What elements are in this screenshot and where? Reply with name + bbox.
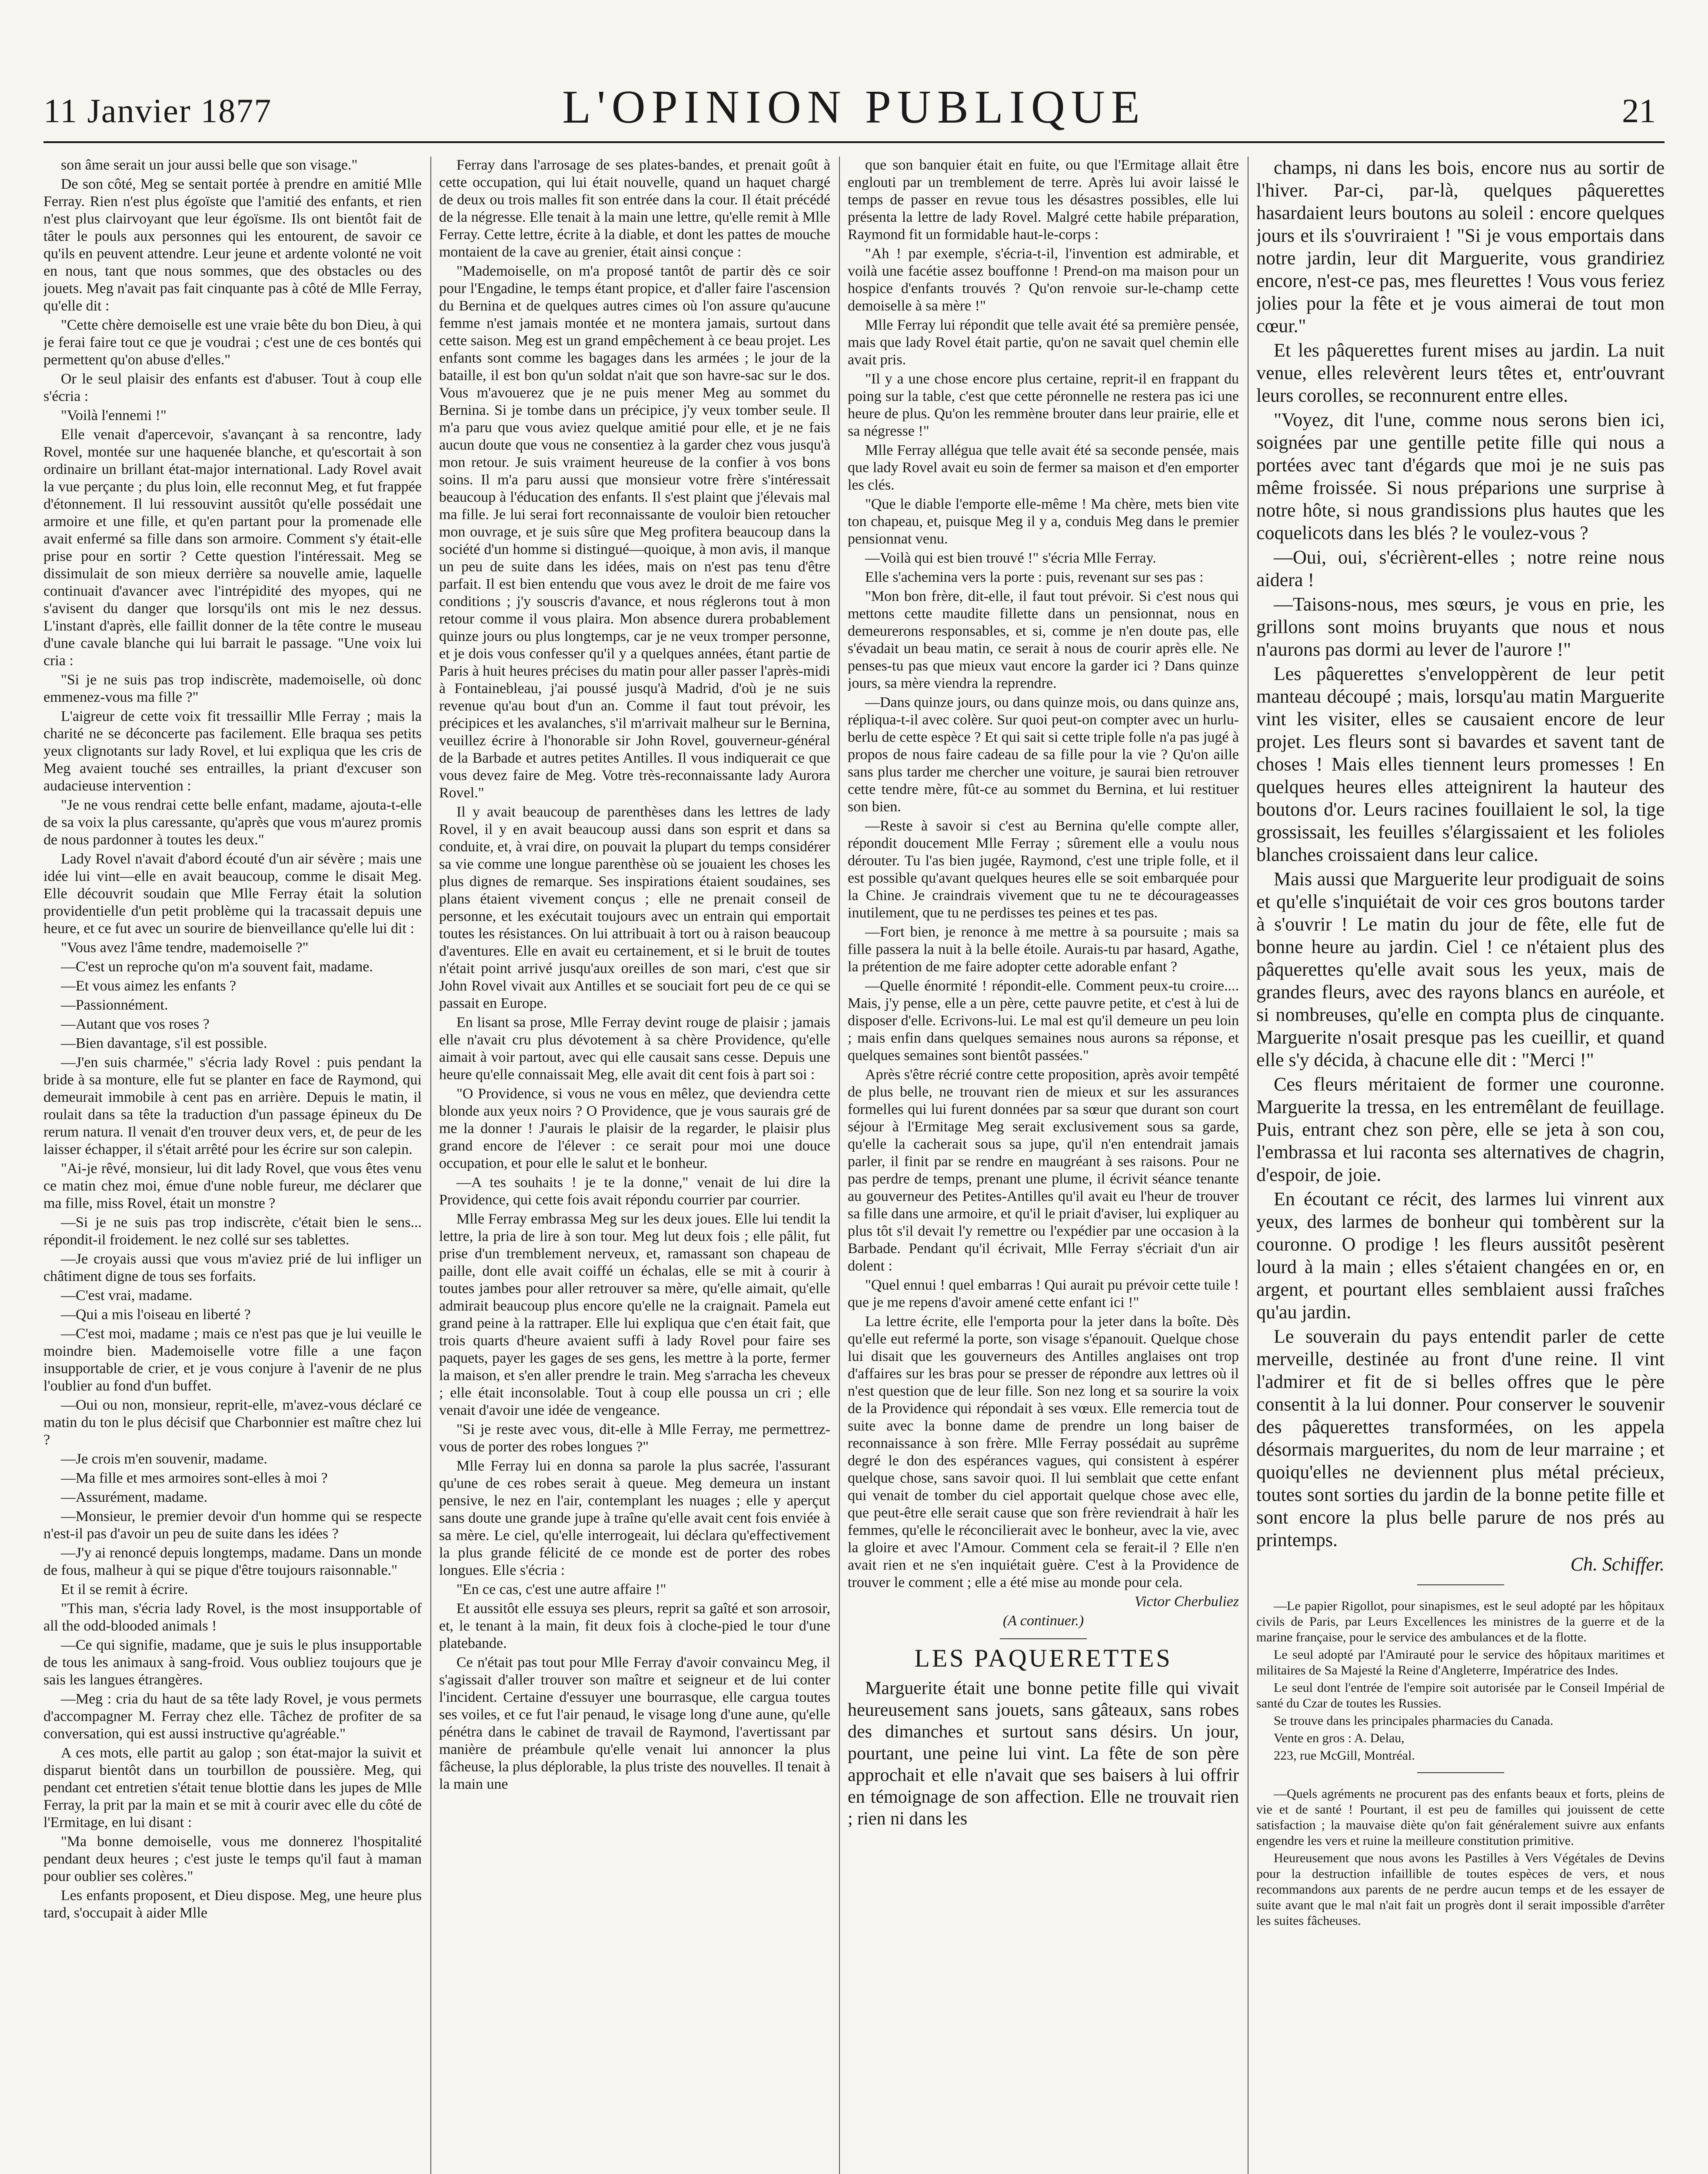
ad-paragraph: —Quels agréments ne procurent pas des enfants beaux et forts, pleins de vie et de santé ! Pourtant, il est peu de familles qui jouissent de cette satisfaction ; la mauvaise diète qu'on fait généralement suivre aux enfants engendre les vers et ruine la meilleure constitution primitive. bbox=[1256, 1787, 1665, 1848]
issue-date: 11 Janvier 1877 bbox=[43, 92, 272, 130]
article-paragraph: —Si je ne suis pas trop indiscrète, c'était bien le sens... répondit-il froidement. le nez collé sur ses tablettes. bbox=[43, 1214, 422, 1248]
article-paragraph: "Il y a une chose encore plus certaine, reprit-il en frappant du poing sur la table, c'est que cette péronnelle ne restera pas ici une heure de plus. Qu'on les remmène brouter dans leur prairie, elle et sa négresse !" bbox=[848, 371, 1239, 439]
article-paragraph: "Mademoiselle, on m'a proposé tantôt de partir dès ce soir pour l'Engadine, le temps étant propice, et d'aller faire l'ascension du Bernina et de quelques autres cimes où l'on assure qu'aucune femme n'est jamais montée et ne montera jamais, surtout dans cette saison. Meg est un grand empêchement à ce beau projet. Les enfants sont comme les bagages dans les armées ; le jour de la bataille, il est bon qu'un soldat n'ait que son havre-sac sur le dos. Vous m'avouerez que je ne puis mener Meg au sommet du Bernina. Si je tombe dans un précipice, j'y veux tomber seule. Il m'a paru que vous aviez quelque amitié pour elle, et je ne fais aucun doute que vous ne consentiez à la garder chez vous jusqu'à mon retour. Je suis vraiment heureuse de la confier à vos bons soins. Il m'a paru aussi que monsieur votre frère s'intéressait beaucoup à l'éducation des enfants. Il s'est plaint que j'élevais mal ma fille. Je lui serai fort reconnaissante de vouloir bien retoucher mon ouvrage, et je suis sûre que Meg profitera beaucoup dans la société d'un homme si distingué—quoique, à mon avis, il manque un peu de suite dans les idées, mais on n'est pas tenu d'être parfait. Il est bien entendu que vous avez le droit de me faire vos conditions ; j'y souscris d'avance, et nous réglerons tout à mon retour comme il vous plaira. Mon absence durera probablement quinze jours ou plus longtemps, car je ne veux tromper personne, et je dois vous confesser qu'il y a quelques années, étant partie de Paris à huit heures précises du matin pour aller passer l'après-midi à Fontainebleau, j'ai poussé jusqu'à Madrid, d'où je ne suis revenue qu'au bout d'un an. Comme il faut tout prévoir, les précipices et les avalanches, s'il m'arrivait malheur sur le Bernina, veuillez écrire à l'honorable sir John Rovel, gouverneur-général de la Barbade et autres petites Antilles. Il vous indiquerait ce que vous devez faire de Meg. Votre très-reconnaissante lady Aurora Rovel." bbox=[439, 263, 830, 801]
article-paragraph: Lady Rovel n'avait d'abord écouté d'un air sévère ; mais une idée lui vint—elle en avait beaucoup, comme le disait Meg. Elle découvrit soudain que Mlle Ferray était la solution providentielle d'un petit problème qui la tracassait depuis une heure, et ce fut avec un sourire de bienveillance qu'elle lui dit : bbox=[43, 851, 422, 937]
article-paragraph: "Que le diable l'emporte elle-même ! Ma chère, mets bien vite ton chapeau, et, puisque Meg il y a, conduis Meg dans le premier pensionnat venu. bbox=[848, 496, 1239, 547]
article-paragraph: son âme serait un jour aussi belle que son visage." bbox=[61, 157, 358, 173]
article-paragraph: En lisant sa prose, Mlle Ferray devint rouge de plaisir ; jamais elle n'avait cru plus dévotement à sa chère Providence, qu'elle aimait à voir partout, avec qui elle causait sans cesse. Depuis une heure qu'elle connaissait Meg, elle avait dit cent fois à part soi : bbox=[439, 1014, 830, 1083]
article-paragraph: —Bien davantage, s'il est possible. bbox=[61, 1035, 267, 1051]
story-paragraph: Ces fleurs méritaient de former une couronne. Marguerite la tressa, en les entremêlant de feuillage. Puis, entrant chez son père, elle se jeta à son cou, l'embrassa et lui raconta ses alternatives de chagrin, d'espoir, de joie. bbox=[1256, 1074, 1665, 1185]
article-paragraph: que son banquier était en fuite, ou que l'Ermitage allait être englouti par un tremblement de terre. Après lui avoir laissé le temps de passer en revue tous les désastres possibles, elle lui présenta la lettre de lady Rovel. Malgré cette habile préparation, Raymond fit un formidable haut-le-corps : bbox=[848, 157, 1239, 243]
article-paragraph: "Vous avez l'âme tendre, mademoiselle ?" bbox=[61, 940, 309, 956]
article-paragraph: Après s'être récrié contre cette proposition, après avoir tempêté de plus belle, ne trouvant rien de mieux et sur les assurances formelles qui lui furent données par sa sœur que durant son court séjour à l'Ermitage Meg serait exclusivement sous sa garde, qu'elle la cacherait sous sa jupe, qu'il n'en entendrait jamais parler, il finit par se rendre en maugréant à ses raisons. Pour ne pas perdre de temps, prenant une plume, il écrivit séance tenante au gouverneur des Petites-Antilles qu'il avait eu l'heur de trouver sa fille dans une armoire, et qu'il le priait d'aviser, lui expliquer au plus tôt s'il devait l'y remettre ou l'expédier par une occasion à la Barbade. Pendant qu'il écrivait, Mlle Ferray s'écriait d'un air dolent : bbox=[848, 1067, 1239, 1274]
article-paragraph: "Mon bon frère, dit-elle, il faut tout prévoir. Si c'est nous qui mettons cette maudite fillette dans un pensionnat, nous en demeurerons responsables, et si, comme je n'en doute pas, elle s'évadait un beau matin, ce serait à nous de courir après elle. Ne penses-tu pas que mieux vaut encore la garder ici ? Dans quinze jours, sa mère viendra la reprendre. bbox=[848, 588, 1239, 691]
column-1 bbox=[43, 157, 422, 2174]
article-paragraph: Or le seul plaisir des enfants est d'abuser. Tout à coup elle s'écria : bbox=[43, 371, 422, 404]
article-paragraph: "O Providence, si vous ne vous en mêlez, que deviendra cette blonde aux yeux noirs ? O Providence, que je vous saurais gré de me la donner ! J'aurais le plaisir de la regarder, le plaisir plus grand encore de l'élever : ce serait pour moi une douce occupation, et pour elle le salut et le bonheur. bbox=[439, 1086, 830, 1171]
article-paragraph: "Je ne vous rendrai cette belle enfant, madame, ajouta-t-elle de sa voix la plus caressante, qu'après que vous m'aurez promis de nous pardonner à toutes les deux." bbox=[43, 797, 422, 848]
article-paragraph: —Passionnément. bbox=[61, 997, 168, 1013]
article-paragraph: —J'en suis charmée," s'écria lady Rovel : puis pendant la bride à sa monture, elle fut se planter en face de Raymond, qui demeurait immobile à cent pas en arrière. Depuis le matin, il roulait dans sa tête la traduction d'un passage épineux du De rerum natura. Il venait d'en trouver deux vers, et, de peur de les laisser échapper, il s'était arrêté pour les écrire sur son calepin. bbox=[43, 1054, 422, 1157]
advertisement-pastilles bbox=[1256, 1786, 1665, 1929]
article-paragraph: Les enfants proposent, et Dieu dispose. Meg, une heure plus tard, s'occupait à aider Mlle bbox=[43, 1887, 422, 1921]
story-paragraph: —Oui, oui, s'écrièrent-elles ; notre reine nous aidera ! bbox=[1256, 547, 1665, 590]
story-paragraph: "Voyez, dit l'une, comme nous serons bien ici, soignées par une gentille petite fille qui nous a portées avec tant d'égards que moi je ne suis pas même froissée. Si nous préparions une surprise à notre hôte, si nous grandissions plus hautes que les coquelicots dans les blés ? le voulez-vous ? bbox=[1256, 409, 1665, 544]
article-paragraph: —Je croyais aussi que vous m'aviez prié de lui infliger un châtiment digne de tous ses forfaits. bbox=[43, 1251, 422, 1284]
column-4 bbox=[1256, 157, 1665, 2174]
story-paragraph: Marguerite était une bonne petite fille qui vivait heureusement sans jouets, sans gâteaux, sans robes des dimanches et surtout sans désirs. Un jour, pourtant, une peine lui vint. La fête de son père approchait et elle n'avait que ses baisers à lui offrir en témoignage de son affection. Elle ne trouvait rien ; rien ni dans les bbox=[848, 1678, 1239, 1829]
story-paragraph: Les pâquerettes s'enveloppèrent de leur petit manteau découpé ; mais, lorsqu'au matin Marguerite vint les visiter, elles se causaient encore de leur projet. Les fleurs sont si bavardes et savent tant de choses ! Mais elles tiennent leurs promesses ! En quelques heures elles atteignirent la hauteur des boutons d'or. Leurs racines fouillaient le sol, la tige grossissait, les feuilles s'élargissaient et les folioles blanches croissaient dans leur calice. bbox=[1256, 663, 1665, 865]
article-paragraph: "This man, s'écria lady Rovel, is the most insupportable of all the odd-blooded animals ! bbox=[43, 1600, 422, 1634]
article-paragraph: "Cette chère demoiselle est une vraie bête du bon Dieu, à qui je ferai faire tout ce que je voudrai ; c'est une de ces bontés qui permettent qu'on abuse d'elles." bbox=[43, 317, 422, 368]
article-paragraph: —Ma fille et mes armoires sont-elles à moi ? bbox=[61, 1470, 328, 1486]
header-rule bbox=[43, 141, 1665, 143]
article-paragraph: —C'est moi, madame ; mais ce n'est pas que je lui veuille le moindre bien. Mademoiselle votre fille a une façon insupportable de crier, et je vous conjure à l'avenir de ne plus l'oublier au fond d'un buffet. bbox=[43, 1326, 422, 1394]
story-signature: Ch. Schiffer. bbox=[1570, 1554, 1665, 1575]
article-paragraph: —Fort bien, je renonce à me mettre à sa poursuite ; mais sa fille passera la nuit à la belle étoile. Aurais-tu par hasard, Agathe, la prétention de me faire adopter cette adorable enfant ? bbox=[848, 924, 1239, 975]
article-paragraph: "Ah ! par exemple, s'écria-t-il, l'invention est admirable, et voilà une facétie assez bouffonne ! Prend-on ma maison pour un hospice d'enfants trouvés ? Qu'on renvoie sur-le-champ cette demoiselle à sa mère !" bbox=[848, 246, 1239, 314]
ad-paragraph: —Le papier Rigollot, pour sinapismes, est le seul adopté par les hôpitaux civils de Paris, par Leurs Excellences les ministres de la guerre et de la marine française, pour le service des ambulances et de la flotte. bbox=[1256, 1599, 1665, 1644]
ad-paragraph: Se trouve dans les principales pharmacies du Canada. bbox=[1274, 1714, 1554, 1728]
article-paragraph: —Meg : cria du haut de sa tête lady Rovel, je vous permets d'accompagner M. Ferray chez elle. Tâchez de profiter de sa conversation, qui est aussi instructive qu'agréable." bbox=[43, 1691, 422, 1742]
article-paragraph: —Voilà qui est bien trouvé !" s'écria Mlle Ferray. bbox=[865, 550, 1156, 566]
article-paragraph: Mlle Ferray lui en donna sa parole la plus sacrée, l'assurant qu'une de ces robes serait à queue. Meg demeura un instant pensive, le nez en l'air, contemplant les nuages ; elle y aperçut sans doute une grande jupe à traîne qu'elle avait cent fois enviée à sa mère. Le ciel, qu'elle interrogeait, lui déclara qu'effectivement la plus grande félicité de ce monde est de porter des robes longues. Elle s'écria : bbox=[439, 1458, 830, 1578]
story-paragraph: —Taisons-nous, mes sœurs, je vous en prie, les grillons sont moins bruyants que nous et nous n'aurons pas dormi au lever de l'aurore !" bbox=[1256, 594, 1665, 660]
article-paragraph: "Si je reste avec vous, dit-elle à Mlle Ferray, me permettrez-vous de porter des robes longues ?" bbox=[439, 1421, 830, 1455]
article-paragraph: Et aussitôt elle essuya ses pleurs, reprit sa gaîté et son arrosoir, et, le tenant à la main, fit deux fois à cloche-pied le tour d'une platebande. bbox=[439, 1600, 830, 1651]
story-paragraph: En écoutant ce récit, des larmes lui vinrent aux yeux, des larmes de bonheur qui tombèrent sur la couronne. O prodige ! les fleurs aussitôt pesèrent lourd à la main ; elles s'étaient changées en or, en argent, et pourtant elles semblaient aussi fraîches qu'au jardin. bbox=[1256, 1188, 1665, 1323]
story-paragraph: Mais aussi que Marguerite leur prodiguait de soins et qu'elle s'inquiétait de voir ces gros boutons tarder à s'ouvrir ! Le matin du jour de fête, elle fut de bonne heure au jardin. Ciel ! ce n'étaient plus des pâquerettes qu'elle avait sous les yeux, mais de grandes fleurs, avec des rayons blancs en auréole, et si nombreuses, qu'elle en compta plus de cinquante. Marguerite n'osait presque pas les cueillir, et quand elle s'y décida, à chacune elle dit : "Merci !" bbox=[1256, 868, 1665, 1070]
article-paragraph: —Reste à savoir si c'est au Bernina qu'elle compte aller, répondit doucement Mlle Ferray ; sûrement elle a voulu nous dérouter. Tu l'as bien jugée, Raymond, c'est une triple folle, et il est possible qu'avant quelques heures elle se soit embarquée pour la Chine. Je craindrais vivement que tu ne te décourageasses inutilement, que tu ne perdisses tes peines et tes pas. bbox=[848, 818, 1239, 921]
article-paragraph: Elle venait d'apercevoir, s'avançant à sa rencontre, lady Rovel, montée sur une haquenée blanche, et qu'escortait à son ordinaire un brillant état-major international. Lady Rovel avait la vue perçante ; du plus loin, elle reconnut Meg, et fut frappée d'étonnement. Il lui ressouvint aussitôt qu'elle possédait une armoire et une fille, et qu'en partant pour la promenade elle avait enfermé sa fille dans son armoire. Comment s'y était-elle prise pour en sortir ? Cette question l'intéressait. Meg se dissimulait de son mieux derrière sa nouvelle amie, laquelle continuait d'avancer avec l'intrépidité des myopes, qui ne s'avisent du danger que lorsqu'ils ont mis le nez dessus. L'instant d'après, elle faillit donner de la tête contre le museau d'une cavale blanche qui lui barrait le passage. "Une voix lui cria : bbox=[43, 427, 422, 669]
article-paragraph: Mlle Ferray lui répondit que telle avait été sa première pensée, mais que lady Rovel était partie, qu'on ne savait quel chemin elle avait pris. bbox=[848, 317, 1239, 368]
article-paragraph: A ces mots, elle partit au galop ; son état-major la suivit et disparut bientôt dans un tourbillon de poussière. Meg, qui pendant cet entretien s'était tenue blottie dans les jupes de Mlle Ferray, la prit par la main et se mit à courir avec elle du côté de l'Ermitage, en lui disant : bbox=[43, 1745, 422, 1831]
article-paragraph: —Oui ou non, monsieur, reprit-elle, m'avez-vous déclaré ce matin du ton le plus décisif que Charbonnier est maître chez lui ? bbox=[43, 1397, 422, 1448]
article-paragraph: —Qui a mis l'oiseau en liberté ? bbox=[61, 1307, 251, 1323]
article-paragraph: —Dans quinze jours, ou dans quinze mois, ou dans quinze ans, répliqua-t-il avec colère. Sur quoi peut-on compter avec un hurlu-berlu de cette espèce ? Et qui sait si cette triple folle n'a pas jugé à propos de nous faire cadeau de sa fille pour la vie ? Qu'on aille sans plus tarder me chercher une voiture, je saurai bien retrouver cette tendre mère, fût-ce au sommet du Bernina, et lui restituer son bien. bbox=[848, 694, 1239, 815]
article-paragraph: —Assurément, madame. bbox=[61, 1489, 208, 1505]
article-paragraph: De son côté, Meg se sentait portée à prendre en amitié Mlle Ferray. Rien n'est plus égoïste que l'amitié des enfants, et rien n'est plus clairvoyant que leur égoïsme. Ils ont bientôt fait de tâter le pouls aux personnes qui les entourent, de savoir ce qu'ils en peuvent attendre. Leur jeune et ardente volonté ne voit en nous, tant que nous sommes, que des obstacles ou des jouets. Meg n'avait pas fait cinquante pas à côté de Mlle Ferray, qu'elle dit : bbox=[43, 176, 422, 314]
continued-note: (A continuer.) bbox=[1002, 1613, 1084, 1629]
article-paragraph: —A tes souhaits ! je te la donne," venait de lui dire la Providence, qui cette fois avait répondu courrier par courrier. bbox=[439, 1174, 830, 1208]
article-paragraph: Mlle Ferray embrassa Meg sur les deux joues. Elle lui tendit la lettre, la pria de lire à son tour. Meg lut deux fois ; elle pâlit, fut prise d'un tremblement nerveux, et, ramassant son chapeau de paille, dont elle avait coiffé un échalas, elle se mit à courir à toutes jambes pour aller retrouver sa mère, qu'elle aimait, qu'elle admirait beaucoup plus encore qu'elle ne la craignait. Pamela eut grand peine à la rattraper. Elle lui expliqua que c'en était fait, que trois quarts d'heure avaient suffi à lady Rovel pour faire ses paquets, payer les gages de ses gens, les mettre à la porte, fermer la maison, et s'en aller prendre le train. Meg s'arracha les cheveux ; elle était inconsolable. Tout à coup elle poussa un cri ; elle venait d'avoir une idée de vengeance. bbox=[439, 1211, 830, 1418]
article-paragraph: "Voilà l'ennemi !" bbox=[61, 407, 166, 423]
column-divider bbox=[430, 157, 431, 2174]
page-number: 21 bbox=[1622, 92, 1656, 130]
story-paragraph: Et les pâquerettes furent mises au jardin. La nuit venue, elles relevèrent leurs têtes et, entr'ouvrant leurs corolles, se reconnurent entre elles. bbox=[1256, 340, 1665, 406]
page-header bbox=[43, 26, 1665, 133]
article-paragraph: Elle s'achemina vers la porte : puis, revenant sur ses pas : bbox=[865, 569, 1204, 585]
column-divider bbox=[839, 157, 840, 2174]
ad-paragraph: Vente en gros : A. Delau, bbox=[1274, 1731, 1405, 1745]
article-paragraph: —Monsieur, le premier devoir d'un homme qui se respecte n'est-il pas d'avoir un peu de suite dans les idées ? bbox=[43, 1508, 422, 1542]
column-divider bbox=[1248, 157, 1249, 2174]
article-paragraph: Il y avait beaucoup de parenthèses dans les lettres de lady Rovel, il y en avait beaucoup aussi dans son esprit et dans sa conduite, et, à vrai dire, on pouvait la plupart du temps considérer sa vie comme une longue parenthèse où se jouaient les choses les plus dignes de remarque. Ses inspirations étaient soudaines, ses plans étaient vivement conçus ; elle ne prenait conseil de personne, et les exécutait toujours avec un entrain qui emportait toutes les résistances. On lui attribuait à tort ou à raison beaucoup d'aventures. Elle en avait eu certainement, et si le bruit de toutes n'était point arrivé jusqu'aux oreilles de son mari, c'est que sir John Rovel vivait aux Antilles et se souciait fort peu de ce qui se passait en Europe. bbox=[439, 804, 830, 1011]
article-paragraph: L'aigreur de cette voix fit tressaillir Mlle Ferray ; mais la charité ne se déconcerte pas facilement. Elle braqua ses petits yeux clignotants sur lady Rovel, et lui expliqua que les cris de Meg avaient touché ses entrailles, la priant d'excuser son audacieuse intervention : bbox=[43, 708, 422, 794]
article-paragraph: —C'est vrai, madame. bbox=[61, 1287, 193, 1304]
article-paragraph: "Ai-je rêvé, monsieur, lui dit lady Rovel, que vous êtes venu ce matin chez moi, émue d'une noble fureur, me déclarer que ma fille, miss Rovel, était un monstre ? bbox=[43, 1160, 422, 1211]
article-paragraph: "En ce cas, c'est une autre affaire !" bbox=[456, 1581, 666, 1597]
ad-divider bbox=[1417, 1772, 1504, 1773]
article-paragraph: "Si je ne suis pas trop indiscrète, mademoiselle, où donc emmenez-vous ma fille ?" bbox=[43, 672, 422, 705]
article-paragraph: Et il se remit à écrire. bbox=[61, 1581, 188, 1597]
article-paragraph: —Et vous aimez les enfants ? bbox=[61, 978, 236, 994]
article-paragraph: —C'est un reproche qu'on m'a souvent fait, madame. bbox=[61, 959, 373, 975]
ad-paragraph: Heureusement que nous avons les Pastilles à Vers Végétales de Devins pour la destruction infaillible de toutes espèces de vers, et nous recommandons aux parents de ne perdre aucun temps et de les essayer de suite avant que le mal n'ait fait un progrès dont il serait impossible d'arrêter les suites fâcheuses. bbox=[1256, 1851, 1665, 1928]
ad-paragraph: Le seul dont l'entrée de l'empire soit autorisée par le Conseil Impérial de santé du Czar de toutes les Russies. bbox=[1256, 1681, 1665, 1711]
article-paragraph: —Autant que vos roses ? bbox=[61, 1016, 210, 1032]
article-paragraph: "Ma bonne demoiselle, vous me donnerez l'hospitalité pendant deux heures ; c'est juste le temps qu'il faut à maman pour oublier ses colères." bbox=[43, 1834, 422, 1884]
section-title: LES PAQUERETTES bbox=[914, 1644, 1172, 1672]
article-paragraph: La lettre écrite, elle l'emporta pour la jeter dans la boîte. Dès qu'elle eut refermé la porte, son visage s'épanouit. Quelque chose lui disait que les gouverneurs des Antilles anglaises ont trop d'affaires sur les bras pour se presser de répondre aux lettres où il n'est question que de leur fille. Son nez long et sa sourire la voix de la Providence qui répondait à ses vœux. Elle remercia tout de suite avec la bonne dame de prendre un long baiser de reconnaissance à son frère. Mlle Ferray possédait au suprême degré le don des espérances vagues, qui consistent à espérer quelque chose, sans savoir quoi. Il lui semblait que cette enfant qui venait de tomber du ciel apportait quelque chose avec elle, que peut-être elle serait cause que son frère reviendrait à haïr les femmes, qu'elle le réconcilierait avec le bonheur, avec la vie, avec la gloire et avec l'Amour. Comment cela se ferait-il ? Elle n'en avait rien et ne s'en inquiétait guère. C'est à la Providence de trouver le comment ; elle a été mise au monde pour cela. bbox=[848, 1314, 1239, 1590]
author-signature: Victor Cherbuliez bbox=[1134, 1594, 1239, 1610]
ad-divider bbox=[1417, 1584, 1504, 1585]
article-paragraph: —Quelle énormité ! répondit-elle. Comment peux-tu croire.... Mais, j'y pense, elle a un père, cette pauvre petite, et c'est à lui de disposer d'elle. Ecrivons-lui. Le mal est qu'il demeure un peu loin ; mais enfin dans quelques semaines nous aurons sa réponse, et quelques semaines sont bientôt passées." bbox=[848, 978, 1239, 1064]
story-paragraph: Le souverain du pays entendit parler de cette merveille, destinée au front d'une reine. Il vint l'admirer et fit de si belles offres que le père consentit à la lui donner. Pour conserver le souvenir des pâquerettes transformées, on les appela désormais marguerites, du nom de leur marraine ; et quoiqu'elles ne deviennent plus métal précieux, toutes sont sorties du jardin de la bonne petite fille et sont encore la plus belle parure de nos prés au printemps. bbox=[1256, 1326, 1665, 1550]
section-divider bbox=[1000, 1638, 1087, 1639]
article-paragraph: Ce n'était pas tout pour Mlle Ferray d'avoir convaincu Meg, il s'agissait d'aller trouver son maître et seigneur et de lui conter l'incident. Certaine d'essuyer une bourrasque, elle cargua toutes ses voiles, et ce fut l'air penaud, le visage long d'une aune, qu'elle pénétra dans le cabinet de travail de Raymond, l'avertissant par manière de préambule qu'elle venait lui annoncer la plus fâcheuse, la plus déplorable, la plus triste des nouvelles. Il tenait à la main une bbox=[439, 1654, 830, 1792]
column-2 bbox=[439, 157, 830, 2174]
ad-paragraph: 223, rue McGill, Montréal. bbox=[1274, 1748, 1415, 1763]
article-paragraph: Ferray dans l'arrosage de ses plates-bandes, et prenait goût à cette occupation, qui lui était nouvelle, quand un haquet chargé de deux ou trois malles fit son entrée dans la cour. Il était précédé de la négresse. Elle tenait à la main une lettre, qu'elle remit à Mlle Ferray. Cette lettre, écrite à la diable, et dont les pattes de mouche montaient de la cave au grenier, était ainsi conçue : bbox=[439, 157, 830, 260]
column-3 bbox=[848, 157, 1239, 2174]
story-paragraph: champs, ni dans les bois, encore nus au sortir de l'hiver. Par-ci, par-là, quelques pâquerettes hasardaient leurs boutons au soleil : encore quelques jours et ils s'ouvriraient ! "Si je vous emportais dans notre jardin, leur dit Marguerite, vous grandiriez encore, n'est-ce pas, mes fleurettes ! Vous vous feriez jolies pour la fête et je vous aimerai de tout mon cœur." bbox=[1256, 157, 1665, 337]
advertisement-rigollot bbox=[1256, 1598, 1665, 1764]
ad-paragraph: Le seul adopté par l'Amirauté pour le service des hôpitaux maritimes et militaires de Sa Majesté la Reine d'Angleterre, Impératrice des Indes. bbox=[1256, 1647, 1665, 1677]
newspaper-title: L'OPINION PUBLIQUE bbox=[562, 81, 1146, 133]
article-paragraph: Mlle Ferray allégua que telle avait été sa seconde pensée, mais que lady Rovel avait eu soin de fermer sa maison et d'en emporter les clés. bbox=[848, 442, 1239, 493]
article-paragraph: —Ce qui signifie, madame, que je suis le plus insupportable de tous les animaux à sang-froid. Vous oubliez toujours que je sais les langues étrangères. bbox=[43, 1637, 422, 1688]
article-paragraph: —Je crois m'en souvenir, madame. bbox=[61, 1451, 267, 1467]
article-paragraph: —J'y ai renoncé depuis longtemps, madame. Dans un monde de fous, malheur à qui se pique d'être toujours raisonnable." bbox=[43, 1545, 422, 1578]
article-paragraph: "Quel ennui ! quel embarras ! Qui aurait pu prévoir cette tuile ! que je me repens d'avoir amené cette enfant ici !" bbox=[848, 1277, 1239, 1310]
